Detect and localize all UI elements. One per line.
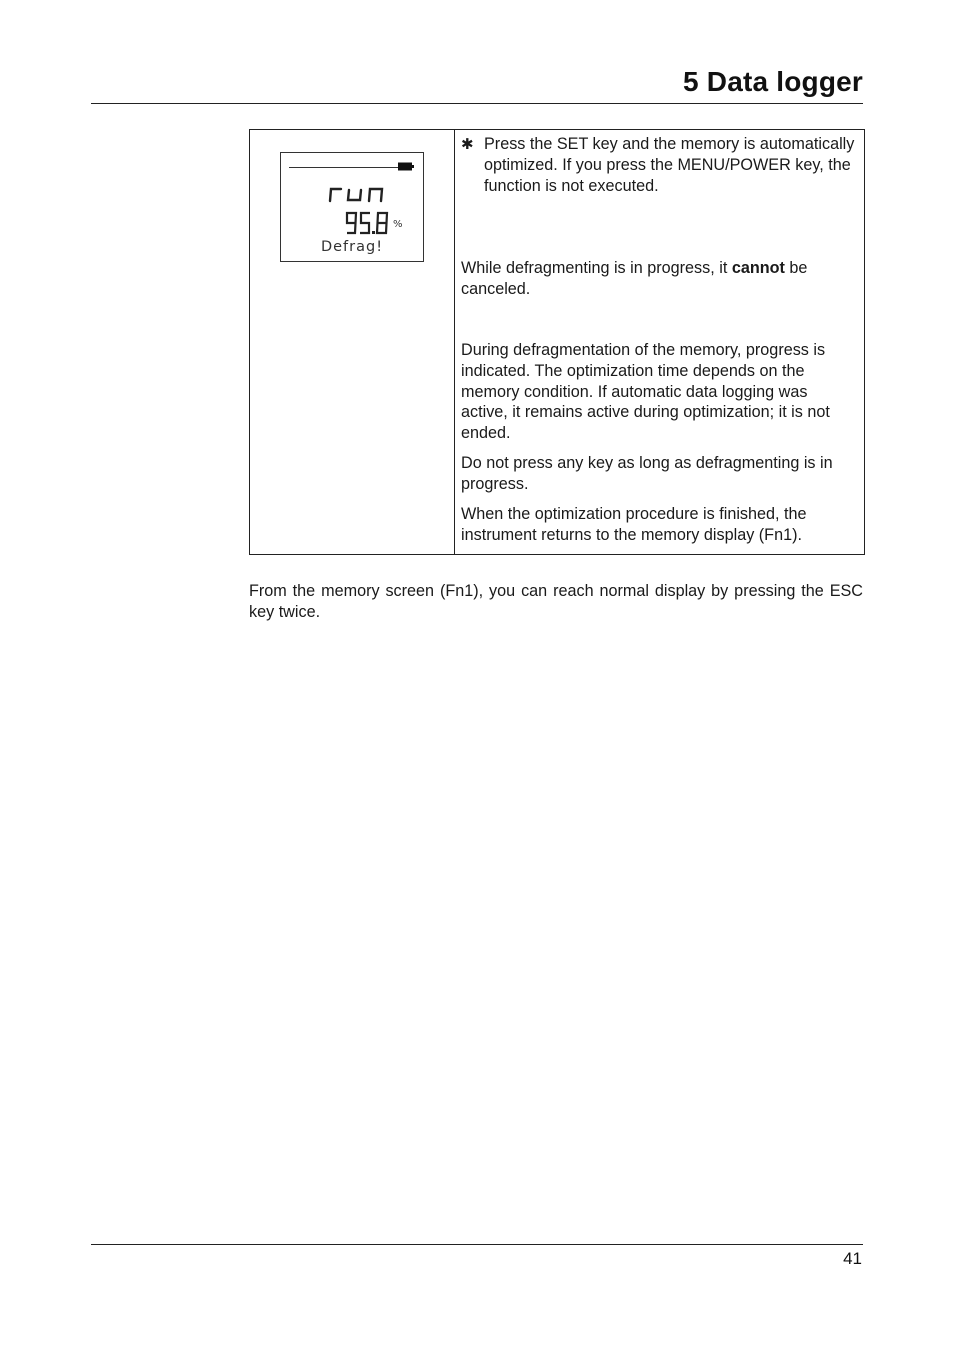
asterisk-bullet-icon: ✱ <box>461 135 474 153</box>
finish-paragraph: When the optimization procedure is finished, the instrument returns to the memory display (Fn1). <box>461 505 807 544</box>
body-paragraph: From the memory screen (Fn1), you can reach normal display by pressing the ESC key twice. <box>249 582 863 621</box>
cancel-note-prefix: While defragmenting is in progress, it <box>461 259 732 277</box>
progress-paragraph: During defragmentation of the memory, progress is indicated. The optimization time depends on the memory condition. If automatic data logging was active, it remains active during optimization; it is not ended. <box>461 341 830 443</box>
footer-divider <box>91 1244 863 1245</box>
lcd-mode-segments <box>327 181 391 205</box>
display-cell <box>250 130 455 554</box>
header-divider <box>91 103 863 104</box>
page-title: 5 Data logger <box>683 66 863 97</box>
cancel-note <box>461 258 858 300</box>
battery-icon <box>398 162 414 171</box>
lcd-label: Defrag! <box>320 239 384 255</box>
cancel-note-emphasis: cannot <box>731 259 785 277</box>
lcd-top-line <box>289 167 407 168</box>
text-cell <box>455 130 864 554</box>
instruction-table <box>249 129 865 555</box>
step-item <box>461 134 858 196</box>
page-number: 41 <box>843 1249 862 1268</box>
lcd-display <box>280 152 424 262</box>
lcd-unit: % <box>393 219 403 230</box>
cancel-note-suffix: be canceled. <box>461 259 808 298</box>
warning-paragraph: Do not press any key as long as defragmenting is in progress. <box>461 454 833 493</box>
step-text: Press the SET key and the memory is automatically optimized. If you press the MENU/POWER key, the function is not executed. <box>484 135 855 195</box>
